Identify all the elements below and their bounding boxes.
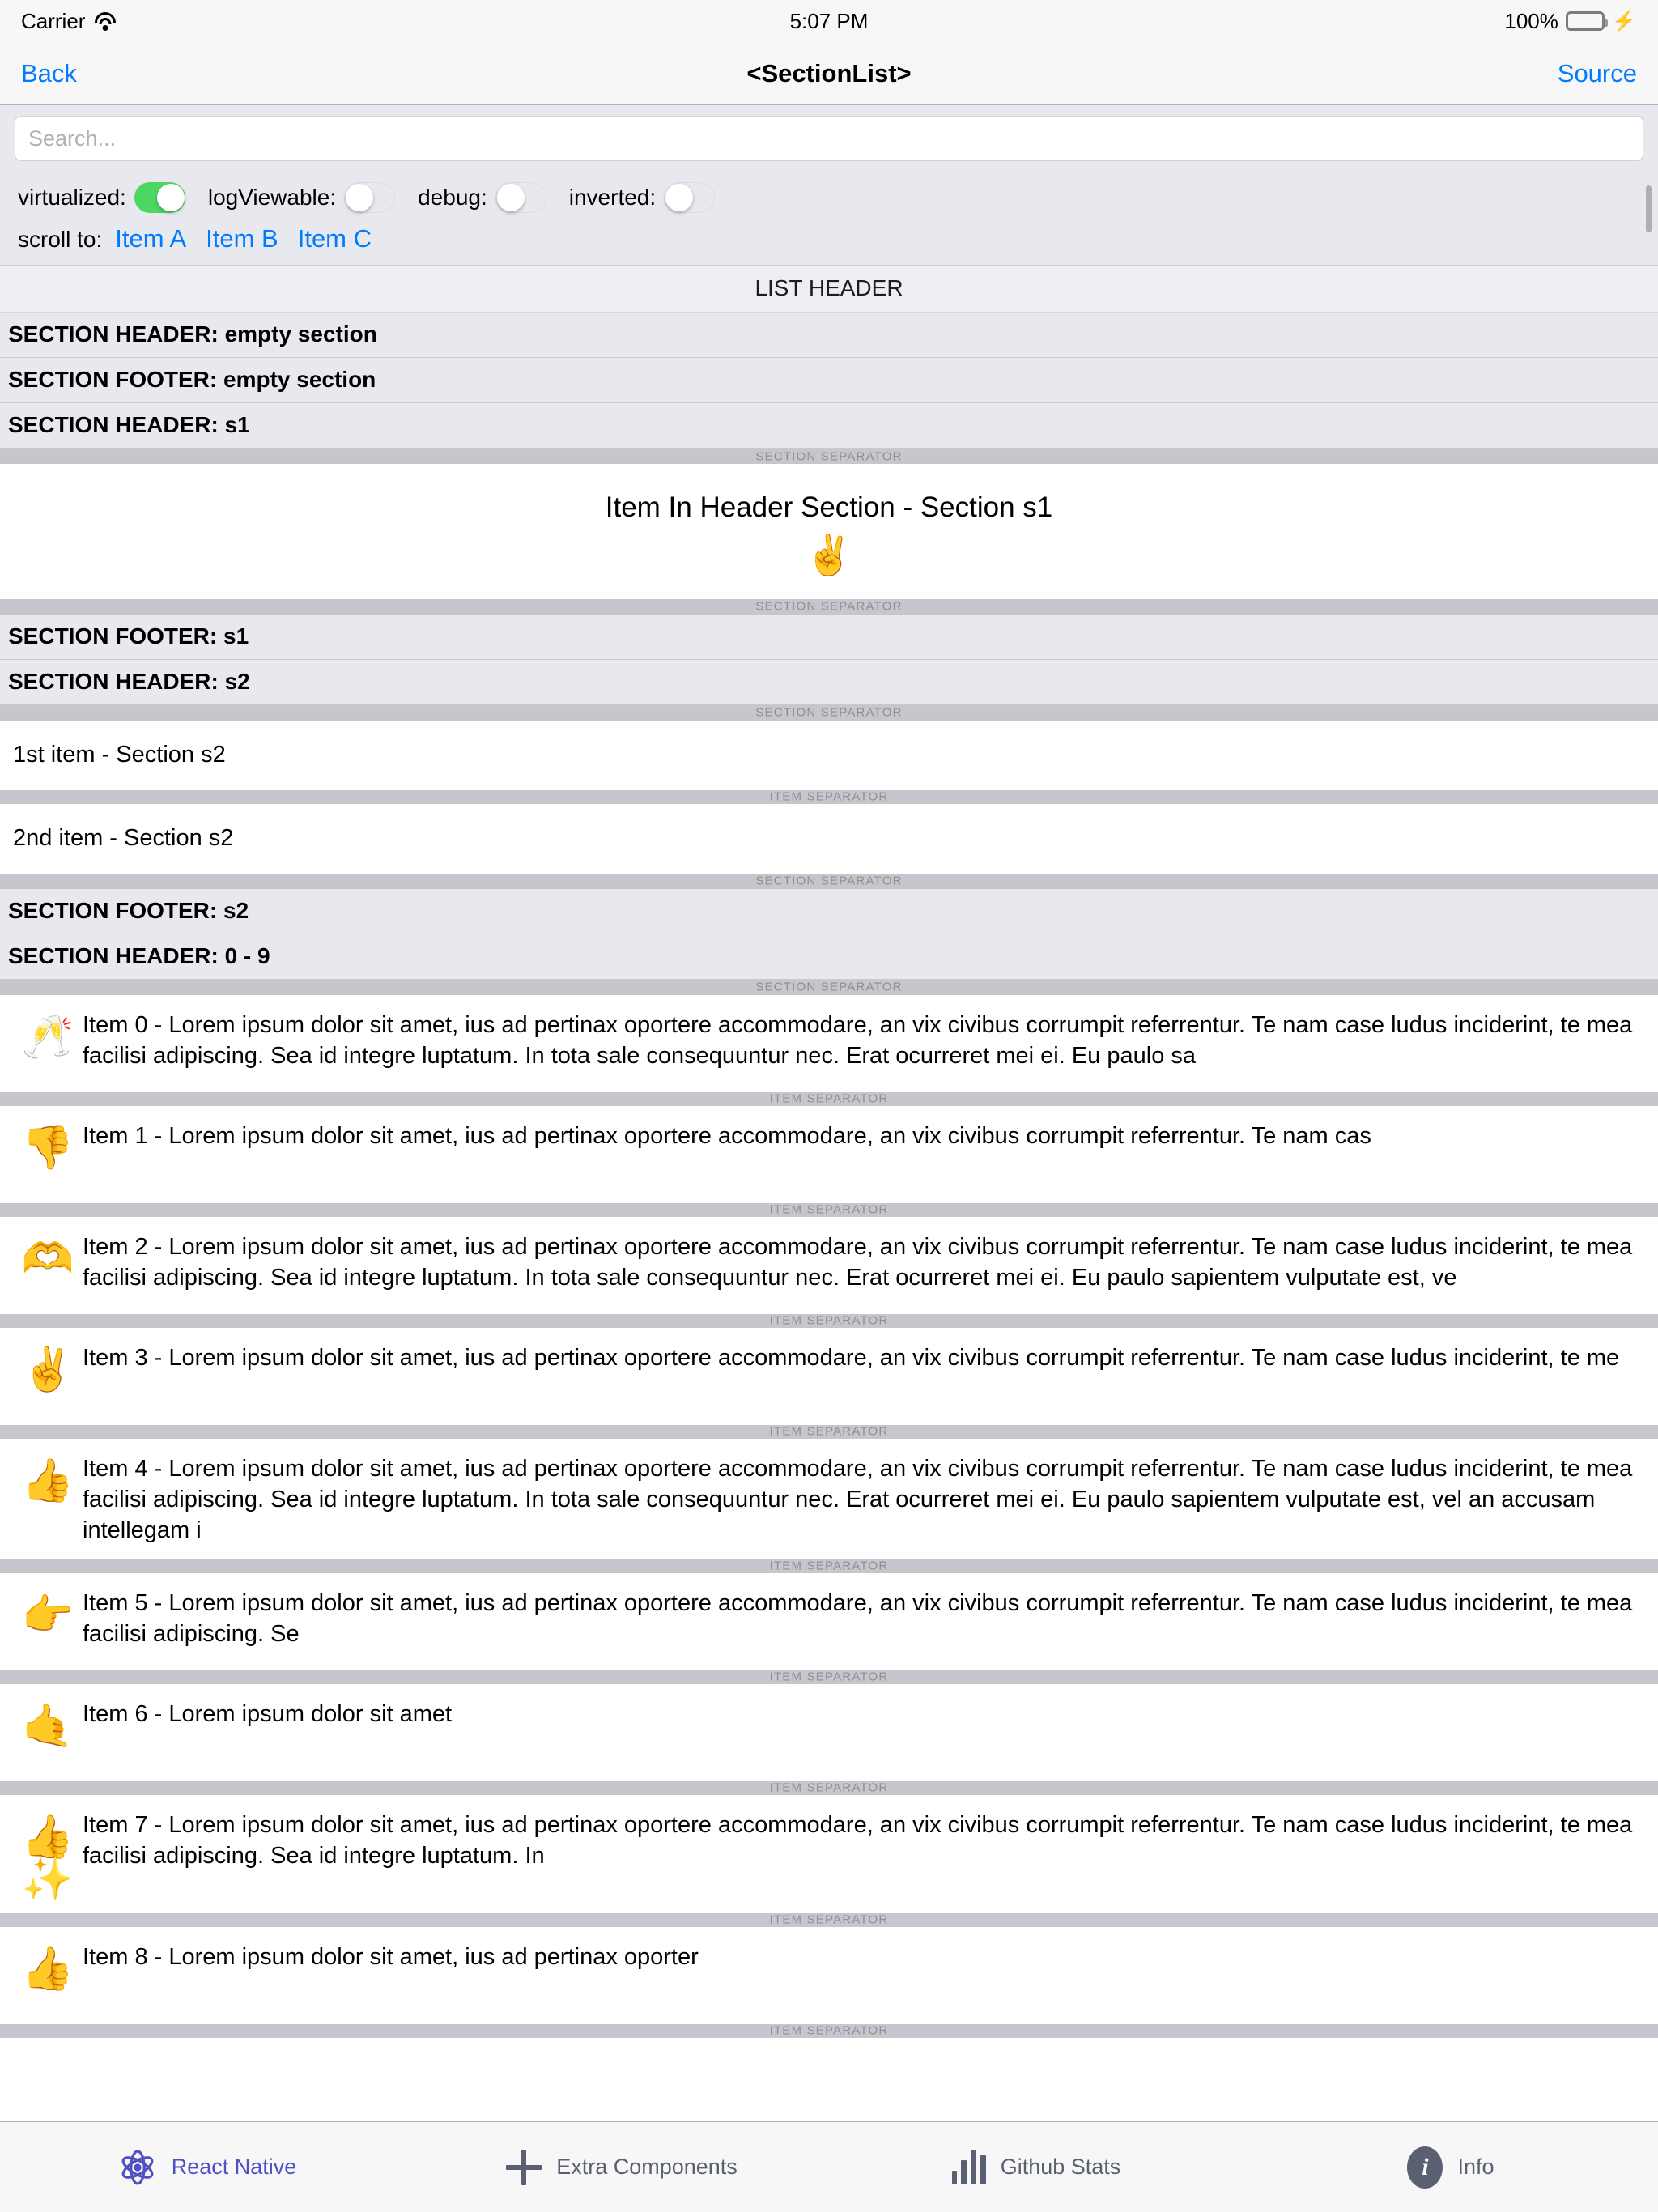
thumbs-down-emoji: 👎 bbox=[21, 1124, 74, 1172]
toggle-switch[interactable] bbox=[495, 182, 546, 213]
scroll-to-link[interactable]: Item B bbox=[206, 224, 278, 253]
back-button[interactable]: Back bbox=[21, 58, 77, 87]
lightning-bolt-icon: ⚡ bbox=[1611, 9, 1637, 32]
item-separator bbox=[0, 1781, 1658, 1795]
section-footer: SECTION FOOTER: s1 bbox=[0, 615, 1658, 660]
item-separator bbox=[0, 1425, 1658, 1439]
toggle-knob bbox=[346, 184, 373, 211]
list-item[interactable] bbox=[0, 995, 1658, 1092]
separator-label: ITEM SEPARATOR bbox=[769, 789, 889, 804]
react-logo-icon bbox=[118, 2148, 157, 2187]
status-bar-right bbox=[1504, 9, 1637, 34]
list-item-text: Item 2 - Lorem ipsum dolor sit amet, ius ad pertinax oportere accommodare, an vix civibus corrumpit referrentur. Te nam case ludus inciderint, te mea facilisi adipiscing. Sea id integre luptatum. In tota sale consequuntur nec. Erat ocurreret mei ei. Eu paulo sapientem vulputate est, ve bbox=[83, 1233, 1633, 1291]
tab-bar bbox=[0, 2121, 1658, 2212]
scroll-to-row bbox=[0, 216, 1658, 253]
tab-react-native[interactable] bbox=[0, 2122, 414, 2212]
list-item-text: Item 3 - Lorem ipsum dolor sit amet, ius ad pertinax oportere accommodare, an vix civibus corrumpit referrentur. Te nam case ludus inciderint, te me bbox=[83, 1344, 1620, 1371]
item-separator bbox=[0, 1092, 1658, 1106]
separator-label: ITEM SEPARATOR bbox=[769, 1313, 889, 1328]
item-separator bbox=[0, 790, 1658, 804]
toggle-switch[interactable] bbox=[664, 182, 715, 213]
scroll-to-label: scroll to: bbox=[18, 227, 103, 252]
navigation-bar bbox=[0, 42, 1658, 105]
item-separator bbox=[0, 1314, 1658, 1328]
separator-label: SECTION SEPARATOR bbox=[755, 874, 903, 888]
section-separator bbox=[0, 874, 1658, 889]
separator-label: ITEM SEPARATOR bbox=[769, 1912, 889, 1927]
bar-chart-icon bbox=[952, 2150, 986, 2184]
separator-label: ITEM SEPARATOR bbox=[769, 1670, 889, 1684]
scroll-to-link[interactable]: Item C bbox=[297, 224, 372, 253]
toggle-switch[interactable] bbox=[344, 182, 395, 213]
section-footer: SECTION FOOTER: s2 bbox=[0, 889, 1658, 934]
clinking-glasses-emoji: 🥂 bbox=[21, 1013, 74, 1061]
section-header: SECTION HEADER: s1 bbox=[0, 403, 1658, 449]
list-item[interactable]: 2nd item - Section s2 bbox=[0, 804, 1658, 874]
toggle-switch[interactable] bbox=[134, 182, 185, 213]
vertical-scroll-indicator[interactable] bbox=[1646, 185, 1652, 232]
list-item[interactable] bbox=[0, 1328, 1658, 1425]
scroll-to-links bbox=[115, 224, 391, 253]
item-separator bbox=[0, 2024, 1658, 2038]
section-header: SECTION HEADER: empty section bbox=[0, 313, 1658, 358]
list-item-text: Item 1 - Lorem ipsum dolor sit amet, ius ad pertinax oportere accommodare, an vix civibus corrumpit referrentur. Te nam cas bbox=[83, 1122, 1371, 1149]
toggle-label: debug: bbox=[418, 185, 487, 210]
toggle-item bbox=[418, 182, 546, 213]
tab-label: Github Stats bbox=[1000, 2155, 1121, 2179]
pointing-right-emoji: 👉 bbox=[21, 1591, 74, 1639]
tab-label: Extra Components bbox=[556, 2155, 738, 2179]
search-bar-container bbox=[0, 105, 1658, 172]
item-separator bbox=[0, 1203, 1658, 1217]
call-me-hand-emoji: 🤙 bbox=[21, 1702, 74, 1750]
sparkling-thumbs-up-emoji: 👍✨ bbox=[21, 1813, 74, 1903]
section-footer: SECTION FOOTER: empty section bbox=[0, 358, 1658, 403]
list-item-text: Item 8 - Lorem ipsum dolor sit amet, ius ad pertinax oporter bbox=[83, 1943, 699, 1970]
list-item[interactable] bbox=[0, 1439, 1658, 1559]
status-bar bbox=[0, 0, 1658, 42]
toggle-item bbox=[569, 182, 715, 213]
item-separator bbox=[0, 1913, 1658, 1927]
carrier-label: Carrier bbox=[21, 8, 86, 33]
tab-extra-components[interactable] bbox=[414, 2122, 829, 2212]
victory-hand-emoji: ✌️ bbox=[805, 534, 853, 577]
list-item-text: Item 6 - Lorem ipsum dolor sit amet bbox=[83, 1700, 453, 1727]
toggle-item bbox=[208, 182, 395, 213]
thumbs-up-emoji: 👍 bbox=[21, 1945, 74, 1993]
heart-hands-emoji: 🫶 bbox=[21, 1235, 74, 1283]
toggle-label: virtualized: bbox=[18, 185, 126, 210]
list-item[interactable] bbox=[0, 1573, 1658, 1670]
toggle-item bbox=[18, 182, 185, 213]
section-separator bbox=[0, 705, 1658, 721]
toggle-label: inverted: bbox=[568, 185, 657, 210]
list-item[interactable] bbox=[0, 1217, 1658, 1314]
list-item-text: Item 0 - Lorem ipsum dolor sit amet, ius ad pertinax oportere accommodare, an vix civibus corrumpit referrentur. Te nam case ludus inciderint, te mea facilisi adipiscing. Sea id integre luptatum. In tota sale consequuntur nec. Erat ocurreret mei ei. Eu paulo sa bbox=[83, 1011, 1633, 1070]
plus-icon bbox=[506, 2150, 542, 2185]
page-title: <SectionList> bbox=[746, 58, 912, 87]
battery-icon bbox=[1566, 11, 1605, 31]
source-button[interactable]: Source bbox=[1557, 58, 1637, 87]
separator-label: SECTION SEPARATOR bbox=[755, 705, 903, 720]
toggle-knob bbox=[665, 184, 693, 211]
list-item-text: Item 5 - Lorem ipsum dolor sit amet, ius ad pertinax oportere accommodare, an vix civibus corrumpit referrentur. Te nam case ludus inciderint, te mea facilisi adipiscing. Se bbox=[83, 1589, 1633, 1647]
separator-label: SECTION SEPARATOR bbox=[755, 599, 903, 614]
search-input[interactable] bbox=[15, 116, 1643, 161]
tab-info[interactable] bbox=[1244, 2122, 1658, 2212]
header-section-item-title: Item In Header Section - Section s1 bbox=[605, 491, 1053, 523]
list-item-text: Item 4 - Lorem ipsum dolor sit amet, ius ad pertinax oportere accommodare, an vix civibus corrumpit referrentur. Te nam case ludus inciderint, te mea facilisi adipiscing. Sea id integre luptatum. In tota sale consequuntur nec. Erat ocurreret mei ei. Eu paulo sapientem vulputate est, vel an accusam intellegam i bbox=[83, 1455, 1633, 1544]
section-separator bbox=[0, 980, 1658, 995]
tab-label: Info bbox=[1457, 2155, 1494, 2179]
section-separator bbox=[0, 599, 1658, 615]
item-separator bbox=[0, 1559, 1658, 1573]
list-item[interactable] bbox=[0, 1684, 1658, 1781]
separator-label: SECTION SEPARATOR bbox=[755, 980, 903, 994]
section-separator bbox=[0, 449, 1658, 464]
separator-label: ITEM SEPARATOR bbox=[769, 1559, 889, 1573]
list-item-text: Item 7 - Lorem ipsum dolor sit amet, ius ad pertinax oportere accommodare, an vix civibus corrumpit referrentur. Te nam case ludus inciderint, te mea facilisi adipiscing. Sea id integre luptatum. In bbox=[83, 1811, 1633, 1869]
separator-label: ITEM SEPARATOR bbox=[769, 1091, 889, 1106]
list-body bbox=[0, 313, 1658, 2038]
separator-label: ITEM SEPARATOR bbox=[769, 1780, 889, 1795]
tab-github-stats[interactable] bbox=[829, 2122, 1244, 2212]
toggle-knob bbox=[497, 184, 525, 211]
scroll-to-link[interactable]: Item A bbox=[115, 224, 187, 253]
list-item[interactable] bbox=[0, 1106, 1658, 1203]
info-circle-icon: i bbox=[1407, 2146, 1443, 2189]
toggle-label: logViewable: bbox=[207, 185, 337, 210]
victory-hand-emoji: ✌️ bbox=[21, 1346, 74, 1393]
status-bar-clock: 5:07 PM bbox=[789, 8, 869, 33]
separator-label: SECTION SEPARATOR bbox=[755, 449, 903, 463]
section-list[interactable] bbox=[0, 266, 1658, 2121]
item-separator bbox=[0, 1670, 1658, 1684]
thumbs-up-emoji: 👍 bbox=[21, 1457, 74, 1504]
section-header: SECTION HEADER: s2 bbox=[0, 660, 1658, 705]
battery-percent-label: 100% bbox=[1504, 8, 1558, 33]
separator-label: ITEM SEPARATOR bbox=[769, 2023, 889, 2038]
list-header: LIST HEADER bbox=[0, 266, 1658, 313]
tab-label: React Native bbox=[171, 2155, 297, 2179]
toggle-knob bbox=[157, 184, 185, 211]
list-item[interactable]: 1st item - Section s2 bbox=[0, 721, 1658, 790]
separator-label: ITEM SEPARATOR bbox=[769, 1202, 889, 1217]
toggle-row bbox=[0, 177, 1658, 216]
separator-label: ITEM SEPARATOR bbox=[769, 1424, 889, 1439]
section-header: SECTION HEADER: 0 - 9 bbox=[0, 934, 1658, 980]
list-item[interactable] bbox=[0, 1927, 1658, 2024]
header-section-item[interactable] bbox=[0, 464, 1658, 599]
options-panel bbox=[0, 172, 1658, 266]
list-item[interactable] bbox=[0, 1795, 1658, 1913]
